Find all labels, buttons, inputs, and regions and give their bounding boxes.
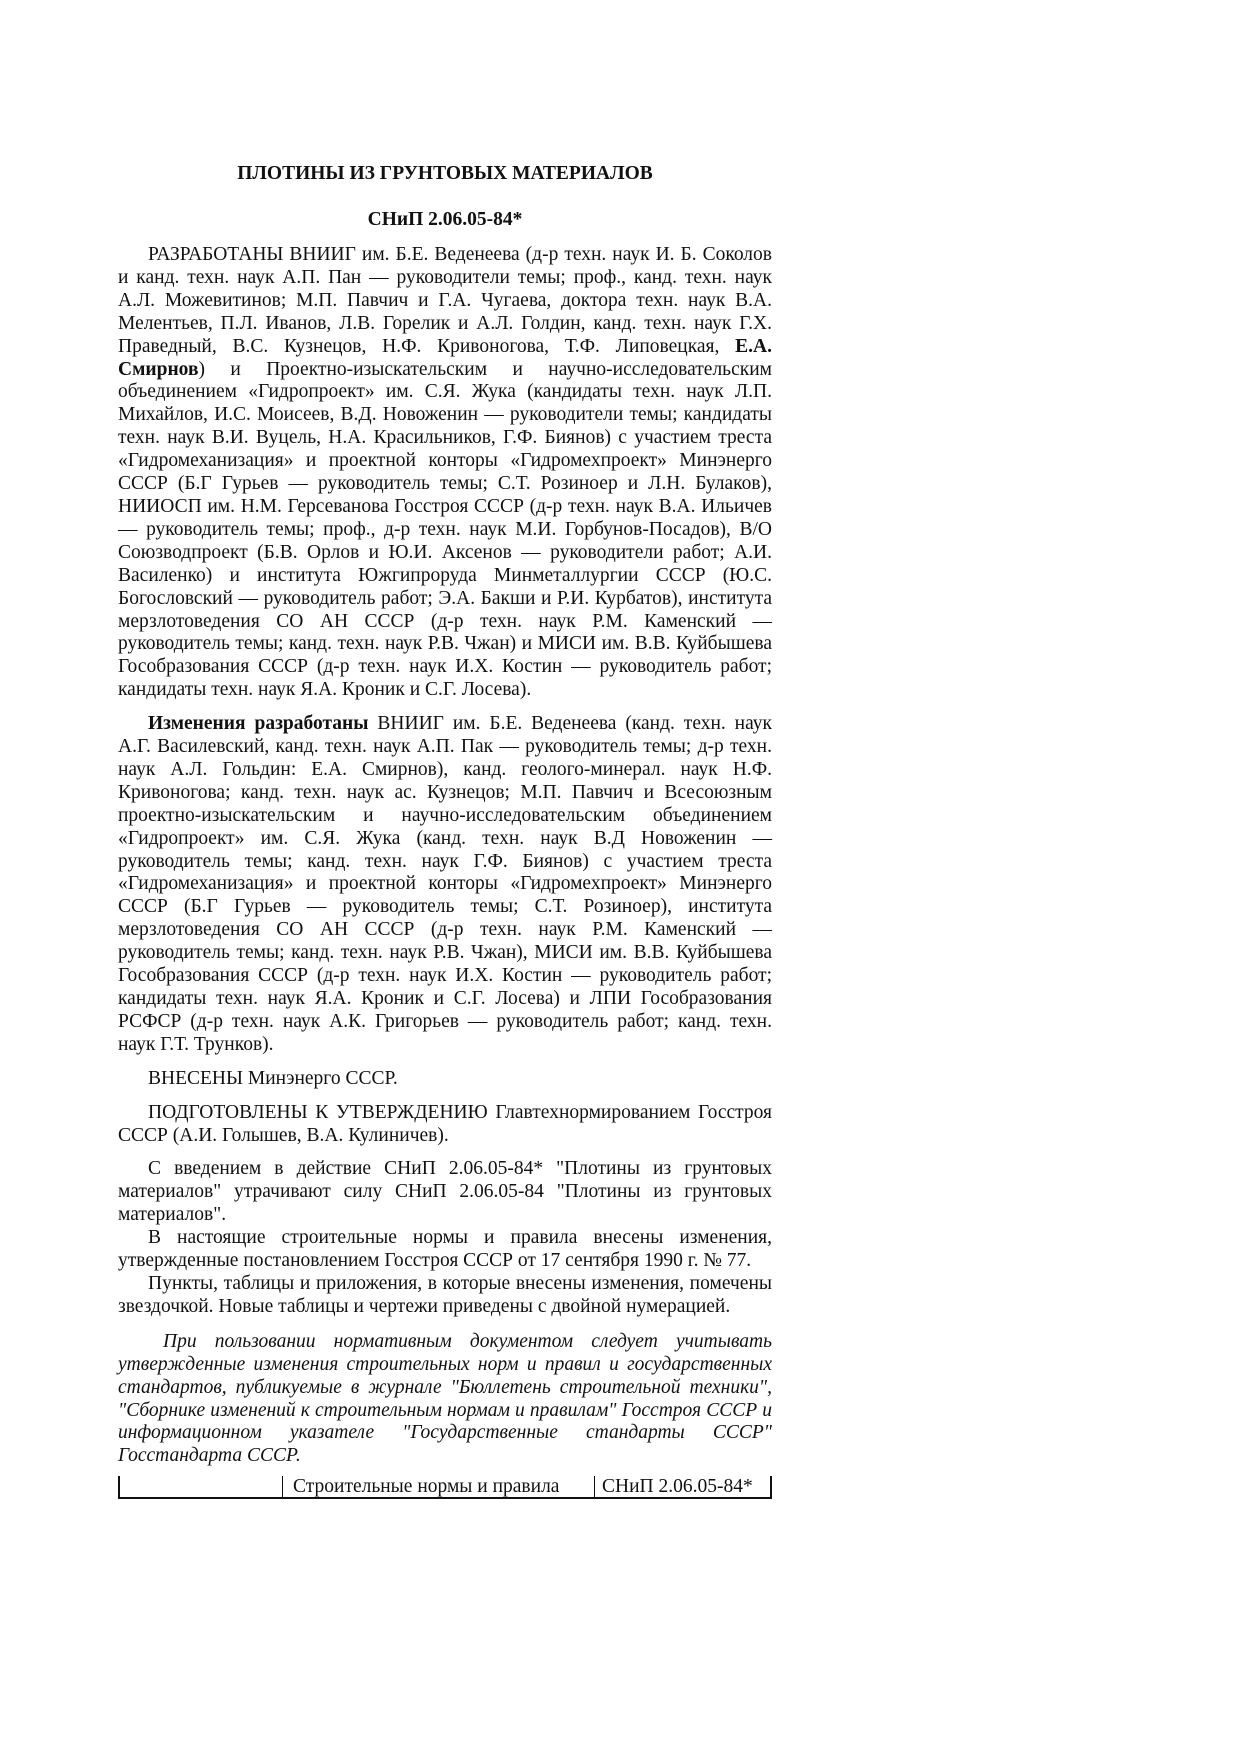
footer-empty-cell [120,1476,283,1497]
changes-text: ВНИИГ им. Б.Е. Веденеева (канд. техн. наук А.Г. Василевский, канд. техн. наук А.П. Пак — руководитель темы; д-р техн. наук А.Л. Гольдин: Е.А. Смирнов), канд. геолого-минерал. наук Н.Ф. Кривоногова; канд. техн. наук ас. Кузнецов; М.П. Павчич и Всесоюзным проектно-изыскательским и научно-исследовательским объединением «Гидропроект» им. С.Я. Жука (канд. техн. наук В.Д Новоженин — руководитель темы; канд. техн. наук Г.Ф. Биянов) с участием треста «Гидромеханизация» и проектной конторы «Гидромехпроект» Минэнерго СССР (Б.Г Гурьев — руководитель темы; С.Т. Розиноер), института мерзлотоведения СО АН СССР (д-р техн. наук Р.М. Каменский — руководитель темы; канд. техн. наук Р.В. Чжан), МИСИ им. В.В. Куйбышева Гособразования СССР (д-р техн. наук И.Х. Костин — руководитель работ; кандидаты техн. наук Я.А. Кроник и С.Г. Лосева) и ЛПИ Гособразования РСФСР (д-р техн. наук А.К. Григорьев — руководитель работ; канд. техн. наук Г.Т. Трунков). [118,713,772,1055]
introduced-paragraph: ВНЕСЕНЫ Минэнерго СССР. [148,1067,398,1089]
marked-note: Пункты, таблицы и приложения, в которые внесены изменения, помечены звездочкой. Новые таблицы и чертежи приведены с двойной нумерацией. [118,1272,772,1317]
footer-table [118,1476,772,1499]
footer-category-cell: Строительные нормы и правила [283,1476,595,1497]
footer-code-cell: СНиП 2.06.05-84* [602,1476,753,1498]
document-page [118,160,772,1499]
document-title: ПЛОТИНЫ ИЗ ГРУНТОВЫХ МАТЕРИАЛОВ [237,163,653,184]
amended-note: В настоящие строительные нормы и правила внесены изменения, утвержденные постановлением Госстроя СССР от 17 сентября 1990 г. № 77. [118,1227,772,1272]
changes-label: Изменения разработаны [148,713,369,735]
document-code: СНиП 2.06.05-84* [367,209,523,230]
replaces-note: С введением в действие СНиП 2.06.05-84* "Плотины из грунтовых материалов" утрачивают силу СНиП 2.06.05-84 "Плотины из грунтовых материалов". [118,1158,772,1226]
developers-text-part2: ) и Проектно-изыскательским и научно-исследовательским объединением «Гидропроект» им. С.Я. Жука (кандидаты техн. наук Л.П. Михайлов, И.С. Моисеев, В.Д. Новоженин — руководители темы; кандидаты техн. наук В.И. Вуцель, Н.А. Красильников, Г.Ф. Биянов) с участием треста «Гидромеханизация» и проектной конторы «Гидромехпроект» Минэнерго СССР (Б.Г Гурьев — руководитель темы; С.Т. Розиноер и Л.Н. Булаков), НИИОСП им. Н.М. Герсеванова Госстроя СССР (д-р техн. наук В.А. Ильичев — руководитель темы; проф., д-р техн. наук М.И. Горбунов-Посадов), В/О Союзводпроект (Б.В. Орлов и Ю.И. Аксенов — руководители работ; А.И. Василенко) и института Южгипроруда Минметаллургии СССР (Ю.С. Богословский — руководитель работ; Э.А. Бакши и Р.И. Курбатов), института мерзлотоведения СО АН СССР (д-р техн. наук Р.М. Каменский — руководитель темы; канд. техн. наук Р.В. Чжан) и МИСИ им. В.В. Куйбышева Гособразования СССР (д-р техн. наук И.Х. Костин — руководитель работ; кандидаты техн. наук Я.А. Кроник и С.Г. Лосева). [118,358,772,701]
prepared-paragraph: ПОДГОТОВЛЕНЫ К УТВЕРЖДЕНИЮ Главтехнормированием Госстроя СССР (А.И. Голышев, В.А. Кулиничев). [118,1101,772,1146]
changes-paragraph [118,713,772,1057]
developers-bold-name: Е.А. Смирнов [118,335,772,380]
developers-text-part1: РАЗРАБОТАНЫ ВНИИГ им. Б.Е. Веденеева (д-р техн. наук И. Б. Соколов и канд. техн. наук А.П. Пан — руководители темы; проф., канд. техн. наук А.Л. Можевитинов; М.П. Павчич и Г.А. Чугаева, доктора техн. наук В.А. Мелентьев, П.Л. Иванов, Л.В. Горелик и А.Л. Голдин, канд. техн. наук Г.Х. Праведный, В.С. Кузнецов, Н.Ф. Кривоногова, Т.Ф. Липовецкая, [118,244,772,357]
developers-paragraph [118,244,772,702]
usage-note: При пользовании нормативным документом следует учитывать утвержденные изменения строительных норм и правил и государственных стандартов, публикуемые в журнале "Бюллетень строительной техники", "Сборнике изменений к строительным нормам и правилам" Госстроя СССР и информационном указателе "Государственные стандарты СССР" Госстандарта СССР. [118,1330,772,1467]
